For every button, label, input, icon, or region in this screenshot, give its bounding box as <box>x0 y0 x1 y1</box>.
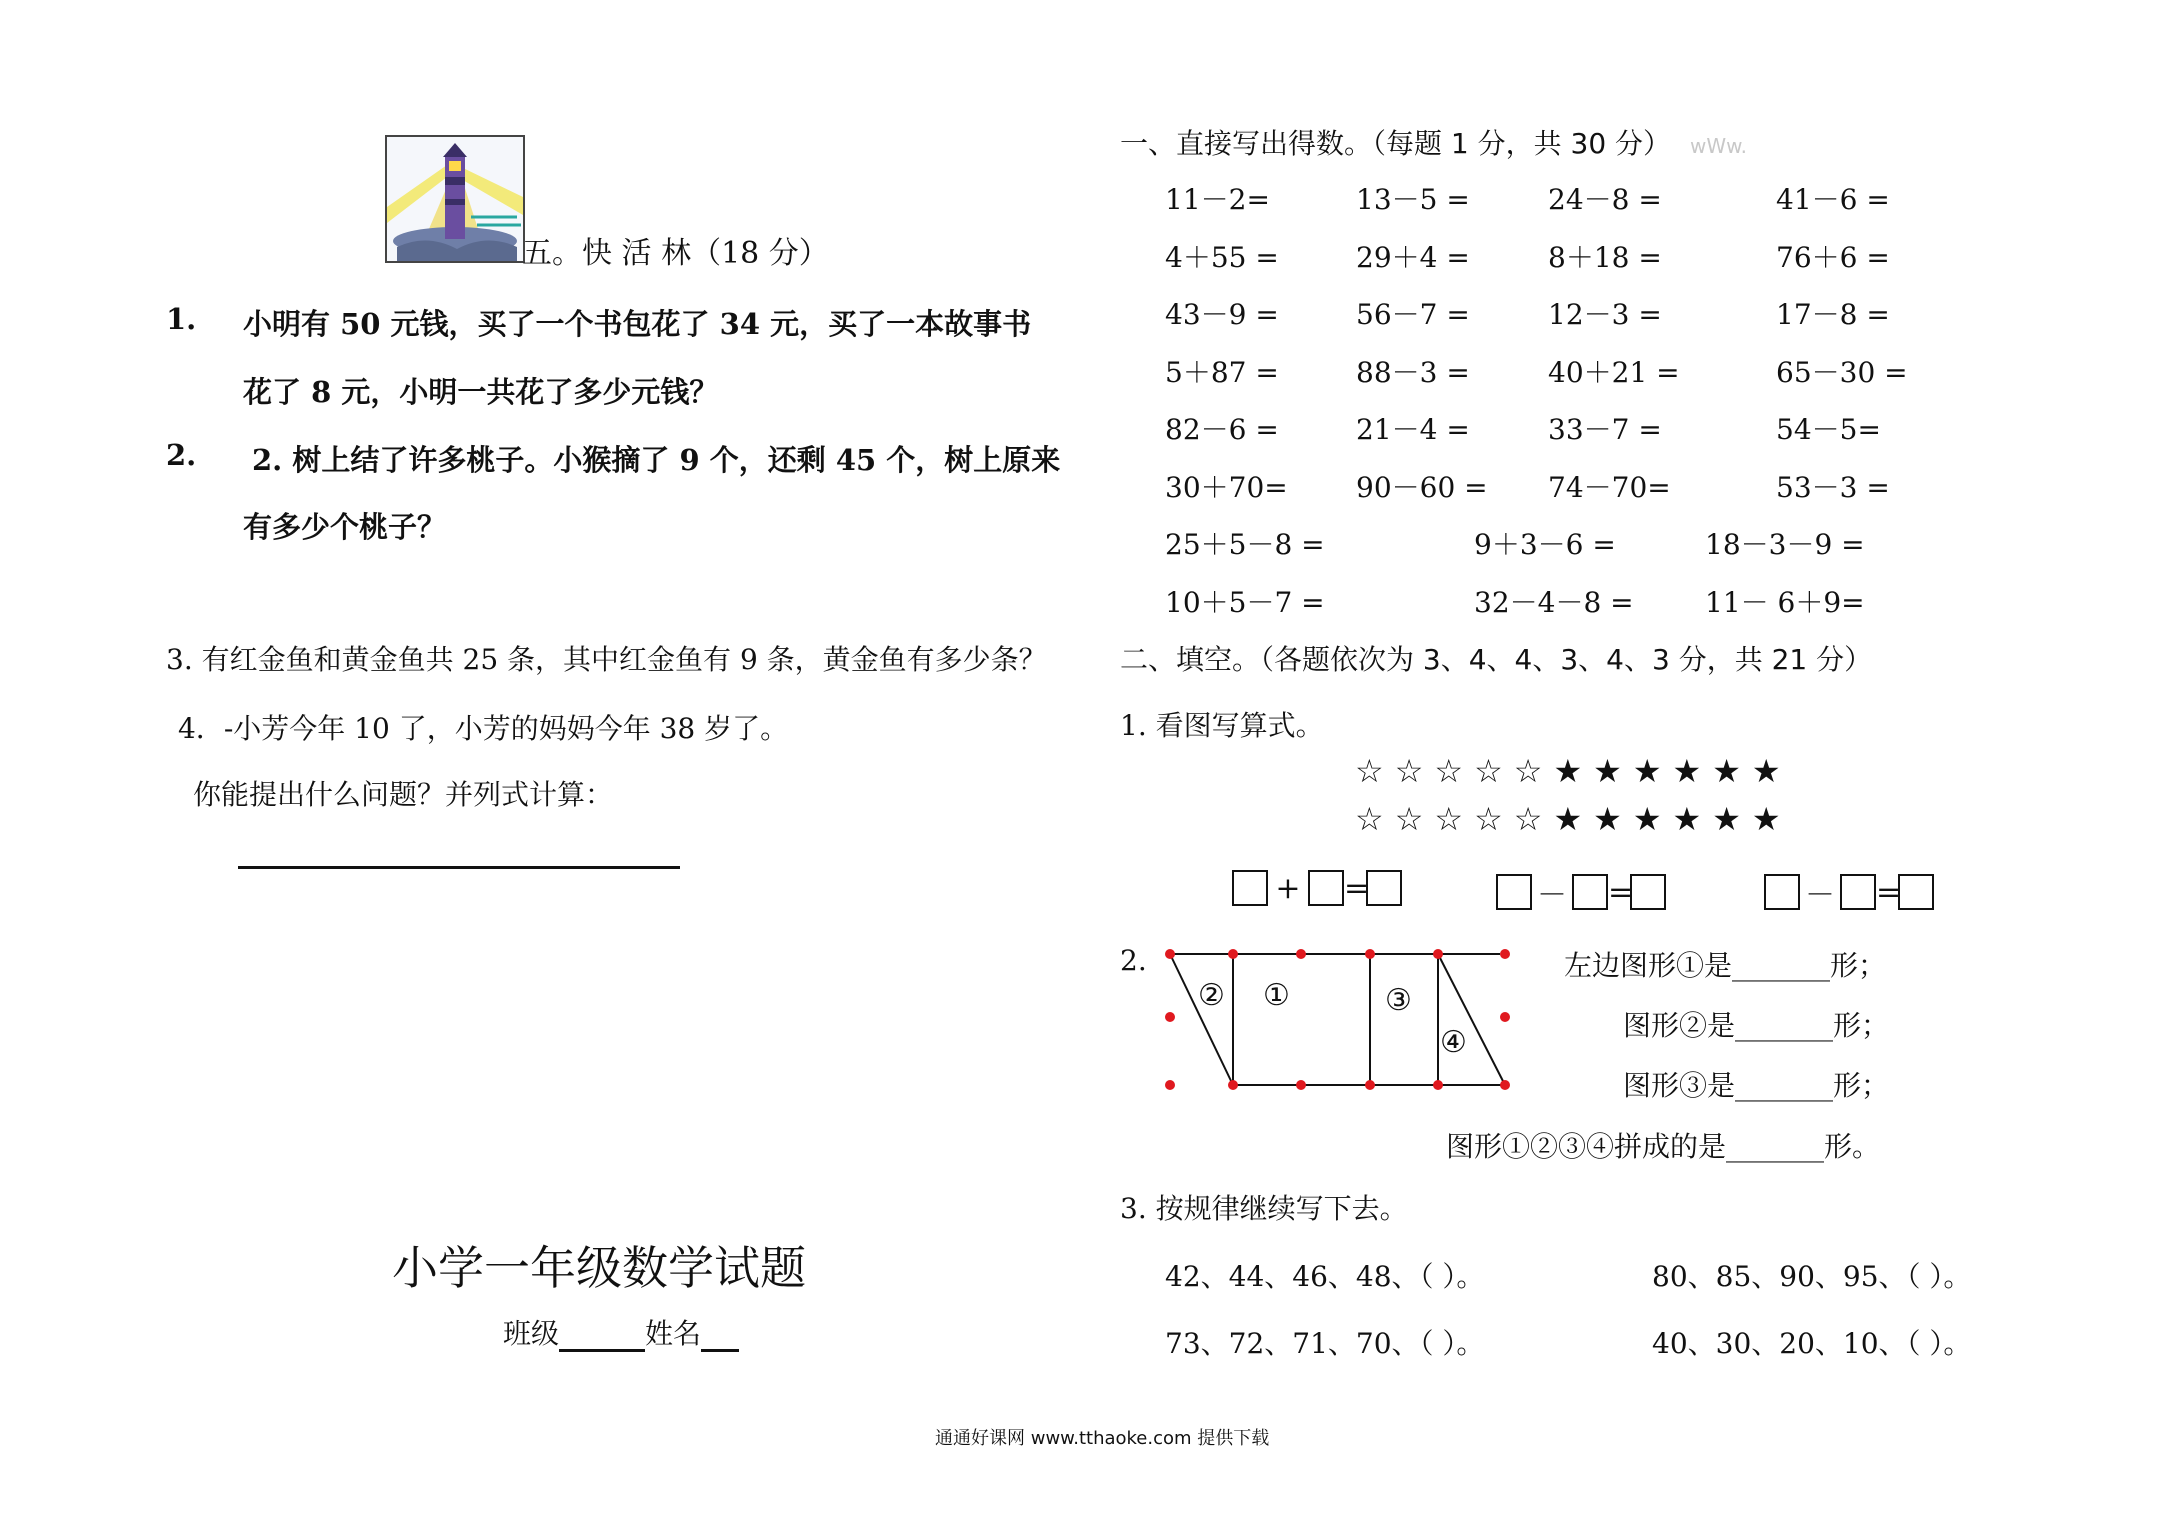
name-label: 姓名 <box>645 1317 702 1350</box>
document-title: 小学一年级数学试题 <box>392 1241 806 1295</box>
grid-dot <box>1228 1080 1238 1090</box>
arithmetic-item: 88－3 = <box>1356 356 1470 389</box>
sequence-4: 40、30、20、10、（ ）。 <box>1652 1327 1972 1360</box>
minus-sign: － <box>1805 878 1835 913</box>
equation-addition <box>1232 870 1402 906</box>
grid-dot <box>1296 1080 1306 1090</box>
lighthouse-image <box>385 135 525 263</box>
name-blank[interactable] <box>701 1321 739 1352</box>
arithmetic-item: 13－5 = <box>1356 183 1470 216</box>
equals-sign: = <box>1608 874 1634 910</box>
section-two-title: 二、填空。（各题依次为 3、4、4、3、4、3 分，共 21 分） <box>1120 643 1873 676</box>
arithmetic-item: 74－70= <box>1548 471 1671 504</box>
equation-subtraction-1 <box>1496 870 1666 914</box>
q1-line2: 花了 8 元，小明一共花了多少元钱？ <box>243 375 719 409</box>
arithmetic-item: 11－2= <box>1165 183 1270 216</box>
answer-line[interactable] <box>238 866 680 869</box>
arithmetic-item: 8＋18 = <box>1548 241 1662 274</box>
arithmetic-item: 10＋5－7 = <box>1165 586 1325 619</box>
footer-credit: 通通好课网 www.tthaoke.com 提供下载 <box>935 1428 1270 1449</box>
answer-box[interactable] <box>1630 874 1666 910</box>
grid-dot <box>1165 949 1175 959</box>
q2-line1: 2. 树上结了许多桃子。小猴摘了 9 个，还剩 45 个，树上原来 <box>252 443 1061 477</box>
arithmetic-item: 9＋3－6 = <box>1474 528 1616 561</box>
shape-diagram <box>1160 940 1520 1100</box>
arithmetic-item: 25＋5－8 = <box>1165 528 1325 561</box>
arithmetic-item: 54－5= <box>1776 413 1881 446</box>
answer-box[interactable] <box>1898 874 1934 910</box>
class-blank[interactable] <box>559 1321 645 1352</box>
grid-dot <box>1165 1080 1175 1090</box>
shape-label-4: ④ <box>1440 1025 1467 1060</box>
arithmetic-item: 76＋6 = <box>1776 241 1890 274</box>
section-one-title-text: 一、直接写出得数。（每题 1 分，共 30 分） <box>1120 127 1672 160</box>
arithmetic-item: 82－6 = <box>1165 413 1279 446</box>
arithmetic-item: 17－8 = <box>1776 298 1890 331</box>
q4-line1: 4．-小芳今年 10 了，小芳的妈妈今年 38 岁了。 <box>178 712 789 745</box>
grid-dot <box>1500 949 1510 959</box>
arithmetic-item: 24－8 = <box>1548 183 1662 216</box>
arithmetic-item: 65－30 = <box>1776 356 1908 389</box>
fill-q3-label: 3. 按规律继续写下去。 <box>1120 1192 1408 1225</box>
sequence-3: 73、72、71、70、（ ）。 <box>1165 1327 1485 1360</box>
plus-sign: + <box>1275 870 1301 906</box>
answer-box[interactable] <box>1496 874 1532 910</box>
section-one-title <box>1120 122 1747 162</box>
grid-dot <box>1433 1080 1443 1090</box>
minus-sign: － <box>1537 878 1567 913</box>
sequence-1: 42、44、46、48、（ ）。 <box>1165 1260 1485 1293</box>
arithmetic-item: 5＋87 = <box>1165 356 1279 389</box>
equals-sign: = <box>1876 874 1902 910</box>
grid-dot <box>1296 949 1306 959</box>
shape-question-4: 图形①②③④拼成的是_______形。 <box>1446 1130 1881 1163</box>
q2-number: 2. <box>166 438 197 472</box>
shape-label-1: ① <box>1263 978 1290 1013</box>
q3-text: 3. 有红金鱼和黄金鱼共 25 条，其中红金鱼有 9 条，黄金鱼有多少条？ <box>166 643 1047 676</box>
grid-dot <box>1165 1012 1175 1022</box>
arithmetic-item: 41－6 = <box>1776 183 1890 216</box>
answer-box[interactable] <box>1366 870 1402 906</box>
watermark: wWw. <box>1689 134 1747 158</box>
grid-dot <box>1228 949 1238 959</box>
shape-question-1: 左边图形①是_______形； <box>1564 949 1887 982</box>
arithmetic-item: 90－60 = <box>1356 471 1488 504</box>
arithmetic-item: 40＋21 = <box>1548 356 1680 389</box>
q1-number: 1. <box>166 302 197 336</box>
grid-dot <box>1500 1080 1510 1090</box>
arithmetic-item: 21－4 = <box>1356 413 1470 446</box>
shape-question-3: 图形③是_______形； <box>1623 1069 1890 1102</box>
grid-dot <box>1500 1012 1510 1022</box>
arithmetic-item: 12－3 = <box>1548 298 1662 331</box>
arithmetic-item: 53－3 = <box>1776 471 1890 504</box>
grid-dot <box>1365 949 1375 959</box>
grid-dot <box>1365 1080 1375 1090</box>
fill-q1-label: 1. 看图写算式。 <box>1120 709 1324 742</box>
star-row-2: ☆☆☆☆☆★★★★★★ <box>1355 800 1792 838</box>
arithmetic-item: 33－7 = <box>1548 413 1662 446</box>
grid-dot <box>1433 949 1443 959</box>
equals-sign: = <box>1344 870 1370 906</box>
class-name-line <box>503 1312 739 1352</box>
sequence-2: 80、85、90、95、（ ）。 <box>1652 1260 1972 1293</box>
arithmetic-item: 4＋55 = <box>1165 241 1279 274</box>
answer-box[interactable] <box>1840 874 1876 910</box>
class-label: 班级 <box>503 1317 560 1350</box>
answer-box[interactable] <box>1232 870 1268 906</box>
shape-label-2: ② <box>1198 978 1225 1013</box>
star-row-1: ☆☆☆☆☆★★★★★★ <box>1355 752 1792 790</box>
arithmetic-item: 56－7 = <box>1356 298 1470 331</box>
q2-line2: 有多少个桃子？ <box>243 510 447 544</box>
arithmetic-item: 32－4－8 = <box>1474 586 1634 619</box>
arithmetic-item: 43－9 = <box>1165 298 1279 331</box>
shape-label-3: ③ <box>1385 983 1412 1018</box>
arithmetic-item: 18－3－9 = <box>1705 528 1865 561</box>
q1-line1: 小明有 50 元钱，买了一个书包花了 34 元，买了一本故事书 <box>243 307 1032 341</box>
answer-box[interactable] <box>1764 874 1800 910</box>
answer-box[interactable] <box>1308 870 1344 906</box>
arithmetic-item: 29＋4 = <box>1356 241 1470 274</box>
q4-line2: 你能提出什么问题？并列式计算： <box>193 778 614 811</box>
shape-question-2: 图形②是_______形； <box>1623 1009 1890 1042</box>
equation-subtraction-2 <box>1764 870 1934 914</box>
fill-q2-number: 2. <box>1120 944 1147 977</box>
section-five-title: 五。快 活 林（18 分） <box>522 236 829 271</box>
arithmetic-item: 30＋70= <box>1165 471 1288 504</box>
answer-box[interactable] <box>1572 874 1608 910</box>
arithmetic-item: 11－ 6＋9= <box>1705 586 1865 619</box>
